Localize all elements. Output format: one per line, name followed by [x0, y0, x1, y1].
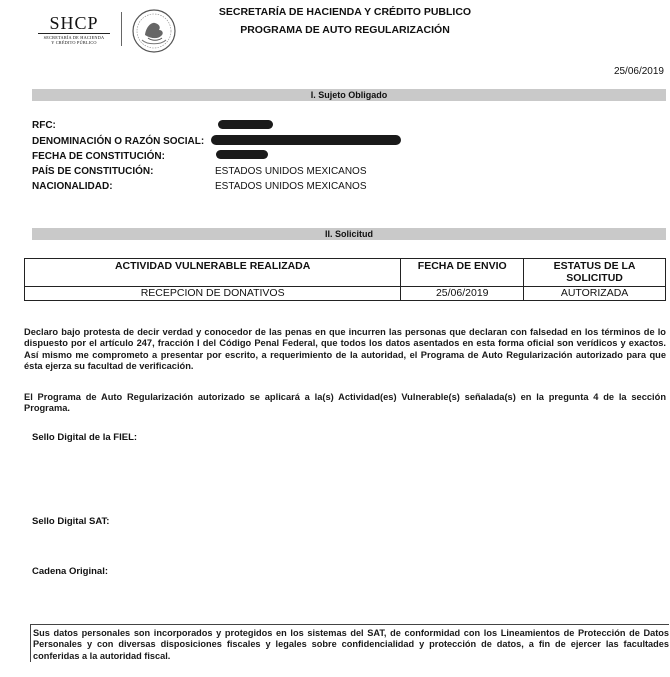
- table-header-row: [25, 259, 666, 287]
- program-note-paragraph: El Programa de Auto Regularización autorizado se aplicará a la(s) Actividad(es) Vulnerable(s) señalada(s) en la pregunta 4 de la sección Programa.: [24, 392, 666, 414]
- cadena-original-label: Cadena Original:: [32, 566, 109, 577]
- declaration-paragraph: Declaro bajo protesta de decir verdad y conocedor de las penas en que incurren las personas que declaran con falsedad en los términos de lo dispuesto por el artículo 247, fracción I del Código Penal Federal, que todos los datos asentados en esta forma oficial son verídicos y exactos. Así mismo me comprometo a presentar por escrito, a requerimiento de la autoridad, el Programa de Auto Regularización autorizado para que ésta ejerza su facultad de verificación.: [24, 327, 666, 371]
- table-cell: 25/06/2019: [401, 287, 524, 301]
- logo-sub-text-2: Y CRÉDITO PÚBLICO: [51, 40, 97, 45]
- national-seal-icon: [131, 8, 177, 54]
- shcp-logo: [36, 14, 112, 45]
- redaction-bar: [218, 120, 273, 129]
- table-header-cell: ACTIVIDAD VULNERABLE REALIZADA: [25, 259, 401, 287]
- field-razon-social-label: DENOMINACIÓN O RAZÓN SOCIAL:: [32, 136, 205, 147]
- redaction-bar: [216, 150, 268, 159]
- table-header-cell: ESTATUS DE LA SOLICITUD: [524, 259, 666, 287]
- table-header-cell: FECHA DE ENVIO: [401, 259, 524, 287]
- privacy-notice: Sus datos personales son incorporados y protegidos en los sistemas del SAT, de conformidad con los Lineamientos de Protección de Datos Personales y con diversas disposiciones fiscales y legales sobre confidencialidad y protección de datos, a fin de ejercer las facultades conferidas a la autoridad fiscal.: [30, 624, 669, 662]
- header-title: SECRETARÍA DE HACIENDA Y CRÉDITO PUBLICO: [218, 6, 472, 18]
- logo-sub-text-1: SECRETARÍA DE HACIENDA: [43, 35, 105, 40]
- sello-sat-label: Sello Digital SAT:: [32, 516, 110, 527]
- field-pais-constitucion-value: ESTADOS UNIDOS MEXICANOS: [215, 166, 367, 177]
- field-nacionalidad-label: NACIONALIDAD:: [32, 181, 113, 192]
- field-pais-constitucion-label: PAÍS DE CONSTITUCIÓN:: [32, 166, 154, 177]
- logo-rule: [38, 33, 110, 34]
- redaction-bar: [211, 135, 401, 145]
- table-row: [25, 287, 666, 301]
- section-2-title: II. Solicitud: [32, 228, 666, 240]
- table-cell: RECEPCION DE DONATIVOS: [25, 287, 401, 301]
- field-fecha-constitucion-label: FECHA DE CONSTITUCIÓN:: [32, 151, 165, 162]
- header-subtitle: PROGRAMA DE AUTO REGULARIZACIÓN: [240, 24, 450, 36]
- document-date: 25/06/2019: [613, 66, 664, 77]
- logo-divider: [121, 12, 122, 46]
- sello-fiel-label: Sello Digital de la FIEL:: [32, 432, 138, 443]
- field-nacionalidad-value: ESTADOS UNIDOS MEXICANOS: [215, 181, 367, 192]
- solicitud-table: [24, 258, 666, 301]
- field-rfc-label: RFC:: [32, 120, 56, 131]
- section-1-title: I. Sujeto Obligado: [32, 89, 666, 101]
- logo-main-text: SHCP: [49, 13, 99, 33]
- table-cell: AUTORIZADA: [524, 287, 666, 301]
